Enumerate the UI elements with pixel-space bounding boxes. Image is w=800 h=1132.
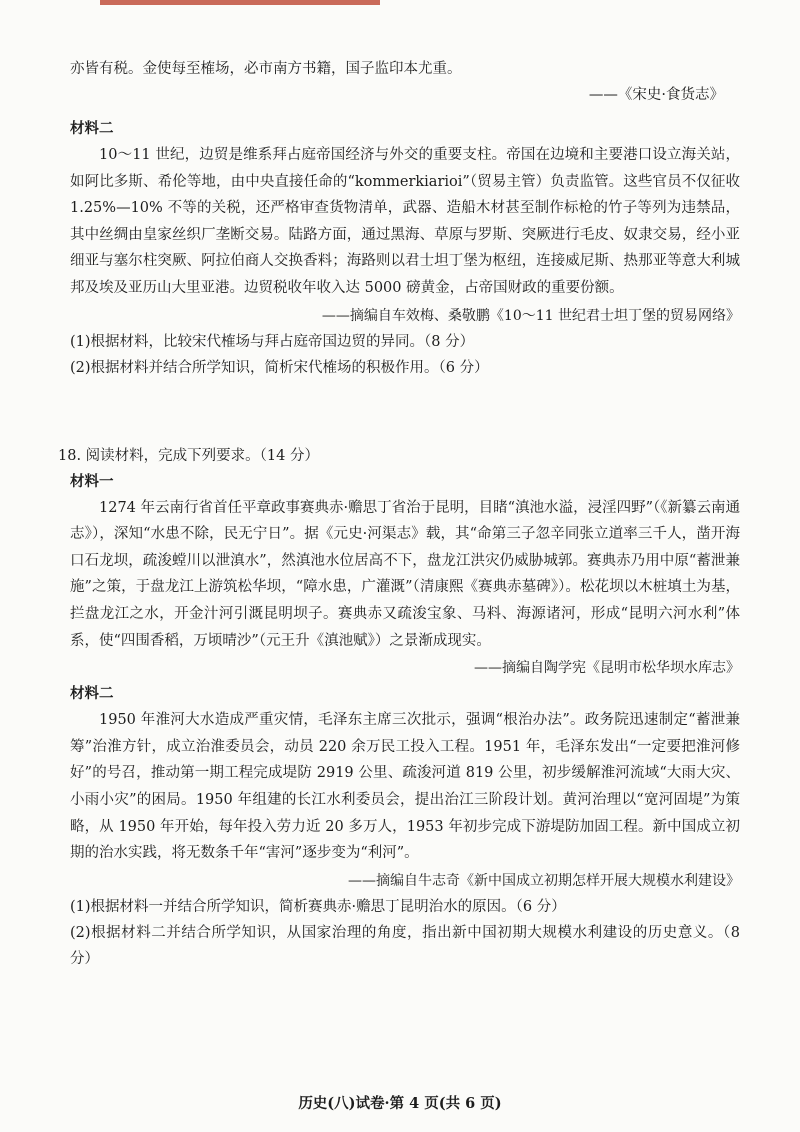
q18-heading: 18. 阅读材料，完成下列要求。（14 分） <box>58 447 319 464</box>
exam-page <box>58 56 740 972</box>
q18-material2-source: ——摘编自牛志奇《新中国成立初期怎样开展大规模水利建设》 <box>348 872 740 889</box>
q17-subquestion-1: (1)根据材料，比较宋代榷场与拜占庭帝国边贸的异同。（8 分） <box>70 333 475 350</box>
q18-material2-label: 材料二 <box>70 685 114 703</box>
q17-material2-label: 材料二 <box>70 120 114 137</box>
q17-material2-text: 10～11 世纪，边贸是维系拜占庭帝国经济与外交的重要支柱。帝国在边境和主要港口设立海关站，如阿比多斯、希伦等地，由中央直接任命的“kommerkiarioi”（贸易主管）负责监管。这些官员不仅征收 1.25%—10% 不等的关税，还严格审查货物清单，武器、造船木材甚至制作标枪的竹子等列为违禁品，其中丝绸由皇家丝织厂垄断交易。陆路方面，通过黑海、草原与罗斯、突厥进行毛皮、奴隶交易，经小亚细亚与塞尔柱突厥、阿拉伯商人交换香料；海路则以君士坦丁堡为枢纽，连接威尼斯、热那亚等意大利城邦及埃及亚历山大里亚港。边贸税收年收入达 5000 磅黄金，占帝国财政的重要份额。 <box>70 147 740 296</box>
q17-material2-source: ——摘编自车效梅、桑敬鹏《10～11 世纪君士坦丁堡的贸易网络》 <box>321 307 740 324</box>
q17-subquestion-2: (2)根据材料并结合所学知识，简析宋代榷场的积极作用。（6 分） <box>70 359 489 376</box>
carryover-source: ——《宋史·食货志》 <box>588 87 724 103</box>
carryover-line: 亦皆有税。金使每至榷场，必市南方书籍，国子监印本尤重。 <box>70 61 462 77</box>
q18-subquestion-2: (2)根据材料二并结合所学知识，从国家治理的角度，指出新中国初期大规模水利建设的历史意义。（8 分） <box>70 924 740 967</box>
page-footer: 历史(八)试卷·第 4 页(共 6 页) <box>298 1095 502 1112</box>
q18-subquestion-1: (1)根据材料一并结合所学知识，简析赛典赤·赡思丁昆明治水的原因。（6 分） <box>70 898 566 915</box>
q18-material1-label: 材料一 <box>70 472 114 490</box>
q18-material2-text: 1950 年淮河大水造成严重灾情，毛泽东主席三次批示，强调“根治办法”。政务院迅速制定“蓄泄兼筹”治淮方针，成立治淮委员会，动员 220 余万民工投入工程。1951 年，毛泽东发出“一定要把淮河修好”的号召，推动第一期工程完成堤防 2919 公里、疏浚河道 819 公里，初步缓解淮河流域“大雨大灾、小雨小灾”的困局。1950 年组建的长江水利委员会，提出治江三阶段计划。黄河治理以“宽河固堤”为策略，从 1950 年开始，每年投入劳力近 20 多万人，1953 年初步完成下游堤防加固工程。新中国成立初期的治水实践，将无数条千年“害河”逐步变为“利河”。 <box>70 712 740 862</box>
top-edge-mark <box>100 0 380 5</box>
q18-material1-source: ——摘编自陶学宪《昆明市松华坝水库志》 <box>474 660 740 677</box>
q18-material1-text: 1274 年云南行省首任平章政事赛典赤·赡思丁省治于昆明，目睹“滇池水溢，浸淫四野”（《新纂云南通志》），深知“水患不除，民无宁日”。据《元史·河渠志》载，其“命第三子忽辛同张立道率三千人，凿开海口石龙坝，疏浚螳川以泄滇水”，然滇池水位居高不下，盘龙江洪灾仍威胁城郭。赛典赤乃用中原“蓄泄兼施”之策，于盘龙江上游筑松华坝，“障水患，广灌溉”（清康熙《赛典赤墓碑》）。松花坝以木桩填土为基，拦盘龙江之水，开金汁河引溉昆明坝子。赛典赤又疏浚宝象、马料、海源诸河，形成“昆明六河水利”体系，使“四围香稻，万顷晴沙”（元王升《滇池赋》）之景渐成现实。 <box>70 499 740 649</box>
